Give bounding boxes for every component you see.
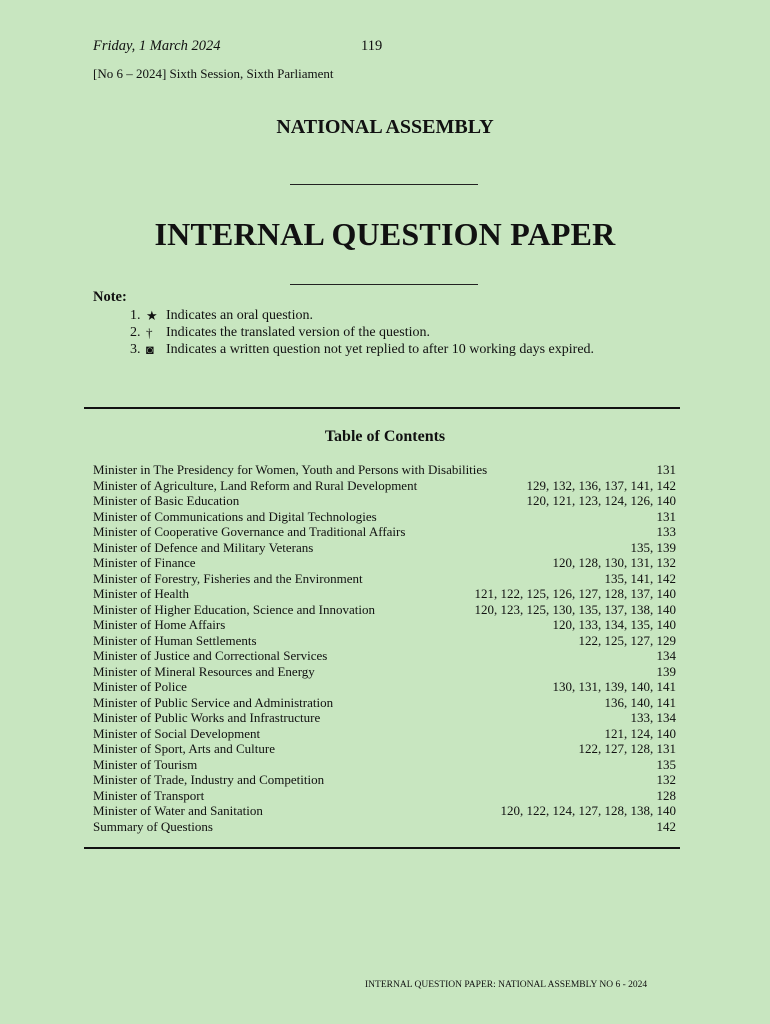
toc-entry-label: Minister of Social Development [93,725,261,741]
toc-entry-label: Minister in The Presidency for Women, Youth and Persons with Disabilities [93,462,488,477]
page-title: INTERNAL QUESTION PAPER [154,216,616,252]
toc-entry[interactable] [93,540,676,556]
header-date: Friday, 1 March 2024 [93,38,221,54]
section-divider [84,847,680,849]
toc-entry-label: Minister of Sport, Arts and Culture [93,741,275,756]
toc-entry[interactable] [93,664,676,680]
toc-entry-label: Minister of Police [93,679,187,694]
toc-entry-label: Minister of Communications and Digital Technologies [93,508,377,524]
divider [290,184,478,185]
toc-entry-pages: 131 [656,508,676,524]
toc-entry[interactable] [93,571,676,587]
toc-entry-pages: 131 [656,462,676,477]
toc-entry[interactable] [93,509,676,525]
toc-entry-pages: 120, 128, 130, 131, 132 [552,555,676,570]
toc-entry-label: Minister of Mineral Resources and Energy [93,663,315,679]
toc-entry[interactable] [93,555,676,571]
note-text: Indicates a written question not yet replied to after 10 working days expired. [166,342,595,357]
toc-entry-pages: 139 [656,663,676,679]
table-of-contents [93,462,676,834]
toc-entry-pages: 132 [656,772,676,787]
toc-entry[interactable] [93,478,676,494]
toc-entry-pages: 120, 122, 124, 127, 128, 138, 140 [500,803,676,818]
toc-entry[interactable] [93,757,676,773]
toc-entry-pages: 135, 139 [630,539,676,555]
toc-entry-label: Minister of Trade, Industry and Competition [93,772,325,787]
toc-entry-pages: 133 [656,524,676,539]
toc-entry[interactable] [93,617,676,633]
toc-entry[interactable] [93,493,676,509]
toc-entry-label: Minister of Forestry, Fisheries and the Environment [93,570,363,586]
toc-entry[interactable] [93,586,676,602]
section-divider [84,407,680,409]
toc-entry[interactable] [93,524,676,540]
toc-entry-label: Minister of Human Settlements [93,632,257,648]
toc-entry-pages: 121, 122, 125, 126, 127, 128, 137, 140 [474,586,676,601]
toc-entry-pages: 134 [656,648,676,663]
toc-entry-label: Minister of Home Affairs [93,617,226,632]
toc-entry-label: Minister of Basic Education [93,493,240,508]
toc-entry-label: Minister of Higher Education, Science and Innovation [93,601,375,617]
header-page-number: 119 [361,38,383,54]
assembly-heading: NATIONAL ASSEMBLY [276,116,494,138]
toc-entry-label: Minister of Health [93,586,190,601]
note-number: 3. [130,342,141,357]
toc-entry[interactable] [93,462,676,478]
toc-entry-label: Minister of Public Service and Administration [93,694,334,710]
toc-entry[interactable] [93,633,676,649]
toc-entry-label: Minister of Justice and Correctional Services [93,648,328,663]
toc-entry-label: Minister of Water and Sanitation [93,803,263,818]
note-list [130,307,594,358]
toc-entry[interactable] [93,772,676,788]
toc-entry-pages: 135 [656,756,676,772]
toc-entry-pages: 120, 121, 123, 124, 126, 140 [526,493,676,508]
toc-entry-label: Minister of Defence and Military Veterans [93,539,314,555]
toc-entry[interactable] [93,602,676,618]
note-item [130,324,594,341]
header-session: [No 6 – 2024] Sixth Session, Sixth Parliament [93,66,334,81]
toc-entry-label: Minister of Finance [93,555,196,570]
toc-entry-pages: 120, 133, 134, 135, 140 [552,617,676,632]
toc-entry-pages: 129, 132, 136, 137, 141, 142 [526,477,676,493]
toc-entry-pages: 121, 124, 140 [604,725,676,741]
page-footer: INTERNAL QUESTION PAPER: NATIONAL ASSEMBLY NO 6 - 2024 [365,980,648,990]
toc-entry-pages: 128 [656,787,676,803]
note-label: Note: [93,289,127,305]
toc-entry[interactable] [93,679,676,695]
toc-entry-pages: 122, 127, 128, 131 [578,741,676,756]
dagger-icon: † [146,325,153,340]
toc-entry[interactable] [93,788,676,804]
toc-entry[interactable] [93,710,676,726]
note-text: Indicates the translated version of the question. [166,325,430,340]
toc-entry-pages: 136, 140, 141 [604,694,676,710]
star-icon: ★ [146,308,158,323]
toc-entry[interactable] [93,741,676,757]
toc-entry-label: Minister of Tourism [93,756,198,772]
toc-entry-label: Minister of Transport [93,787,205,803]
toc-entry-pages: 120, 123, 125, 130, 135, 137, 138, 140 [474,601,676,617]
toc-entry-pages: 135, 141, 142 [604,570,676,586]
note-item [130,307,594,324]
toc-entry-label: Minister of Public Works and Infrastructure [93,710,321,725]
note-number: 2. [130,325,141,340]
inverse-circle-icon: ◙ [146,342,154,357]
toc-entry-label: Minister of Cooperative Governance and Traditional Affairs [93,524,406,539]
toc-entry[interactable] [93,803,676,819]
toc-entry-pages: 122, 125, 127, 129 [578,632,676,648]
toc-entry-label: Summary of Questions [93,818,213,834]
toc-entry[interactable] [93,648,676,664]
toc-entry[interactable] [93,726,676,742]
toc-entry-label: Minister of Agriculture, Land Reform and Rural Development [93,477,418,493]
note-number: 1. [130,308,141,323]
toc-entry[interactable] [93,819,676,835]
toc-entry[interactable] [93,695,676,711]
divider [290,284,478,285]
toc-entry-pages: 142 [656,818,676,834]
toc-entry-pages: 130, 131, 139, 140, 141 [552,679,676,694]
note-item [130,341,594,358]
toc-entry-pages: 133, 134 [630,710,676,725]
note-text: Indicates an oral question. [166,308,313,323]
toc-title: Table of Contents [324,428,446,445]
